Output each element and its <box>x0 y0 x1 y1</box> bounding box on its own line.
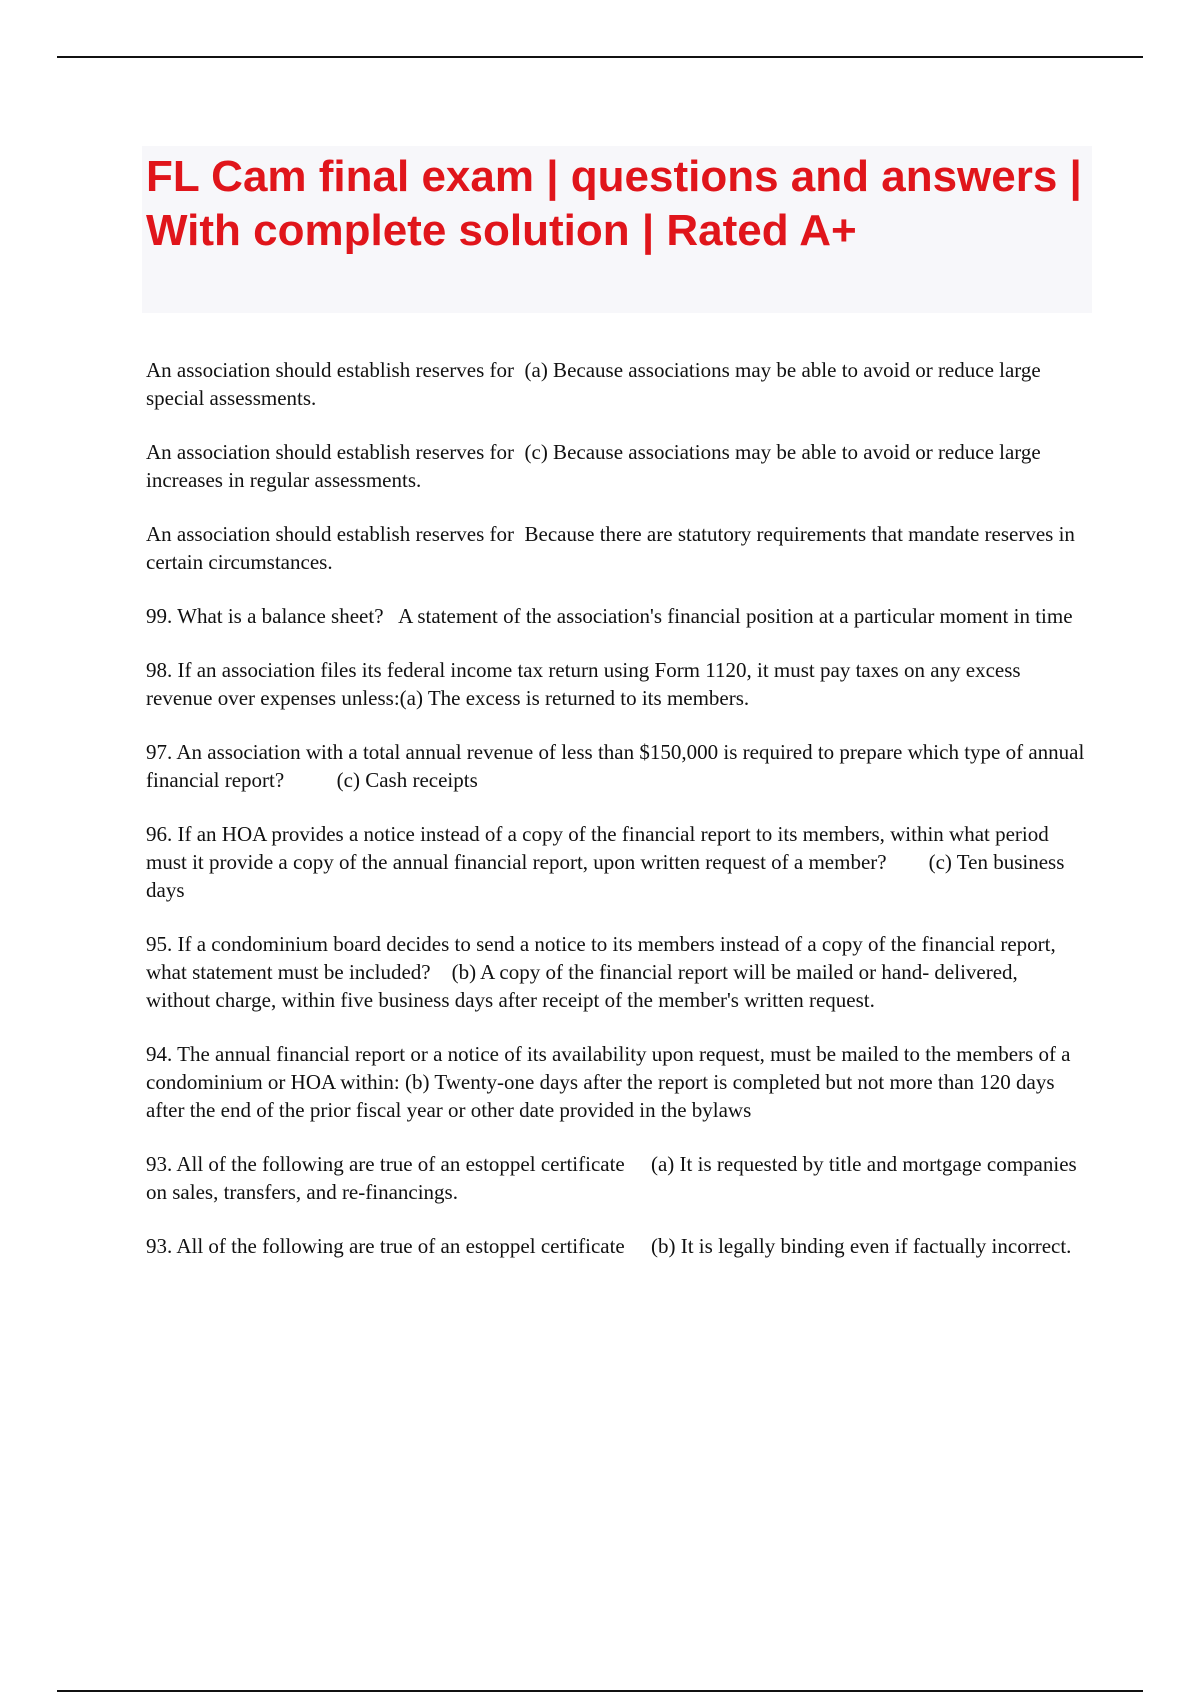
document-title: FL Cam final exam | questions and answers | With complete solution | Rated A+ <box>146 152 1082 255</box>
qa-item: 93. All of the following are true of an estoppel certificate (b) It is legally binding even if factually incorrect. <box>146 1234 1072 1258</box>
qa-item: 96. If an HOA provides a notice instead of a copy of the financial report to its members, within what period must it provide a copy of the annual financial report, upon written request of a member? (c) Ten business days <box>146 822 1070 902</box>
qa-item: 97. An association with a total annual revenue of less than $150,000 is required to prepare which type of annual financial report? (c) Cash receipts <box>146 740 1090 792</box>
qa-item: An association should establish reserves for Because there are statutory requirements that mandate reserves in certain circumstances. <box>146 522 1081 574</box>
title-banner <box>142 146 1092 313</box>
page-top-rule <box>57 56 1143 58</box>
qa-item: 94. The annual financial report or a notice of its availability upon request, must be mailed to the members of a condominium or HOA within: (b) Twenty-one days after the report is completed but not more than 120 days after the end of the prior fiscal year or other date provided in the bylaws <box>146 1042 1076 1122</box>
qa-item: An association should establish reserves for (a) Because associations may be able to avoid or reduce large special assessments. <box>146 358 1046 410</box>
qa-item: 95. If a condominium board decides to send a notice to its members instead of a copy of the financial report, what statement must be included? (b) A copy of the financial report will be mailed or hand- delivered, without charge, within five business days after receipt of the member's written request. <box>146 932 1061 1012</box>
qa-item: 93. All of the following are true of an estoppel certificate (a) It is requested by title and mortgage companies on sales, transfers, and re-financings. <box>146 1152 1082 1204</box>
qa-item: 98. If an association files its federal income tax return using Form 1120, it must pay taxes on any excess revenue over expenses unless:(a) The excess is returned to its members. <box>146 658 1026 710</box>
qa-item: An association should establish reserves for (c) Because associations may be able to avoid or reduce large increases in regular assessments. <box>146 440 1046 492</box>
qa-list <box>146 356 1090 1286</box>
qa-item: 99. What is a balance sheet? A statement of the association's financial position at a particular moment in time <box>146 604 1073 628</box>
page-bottom-rule <box>57 1690 1143 1692</box>
